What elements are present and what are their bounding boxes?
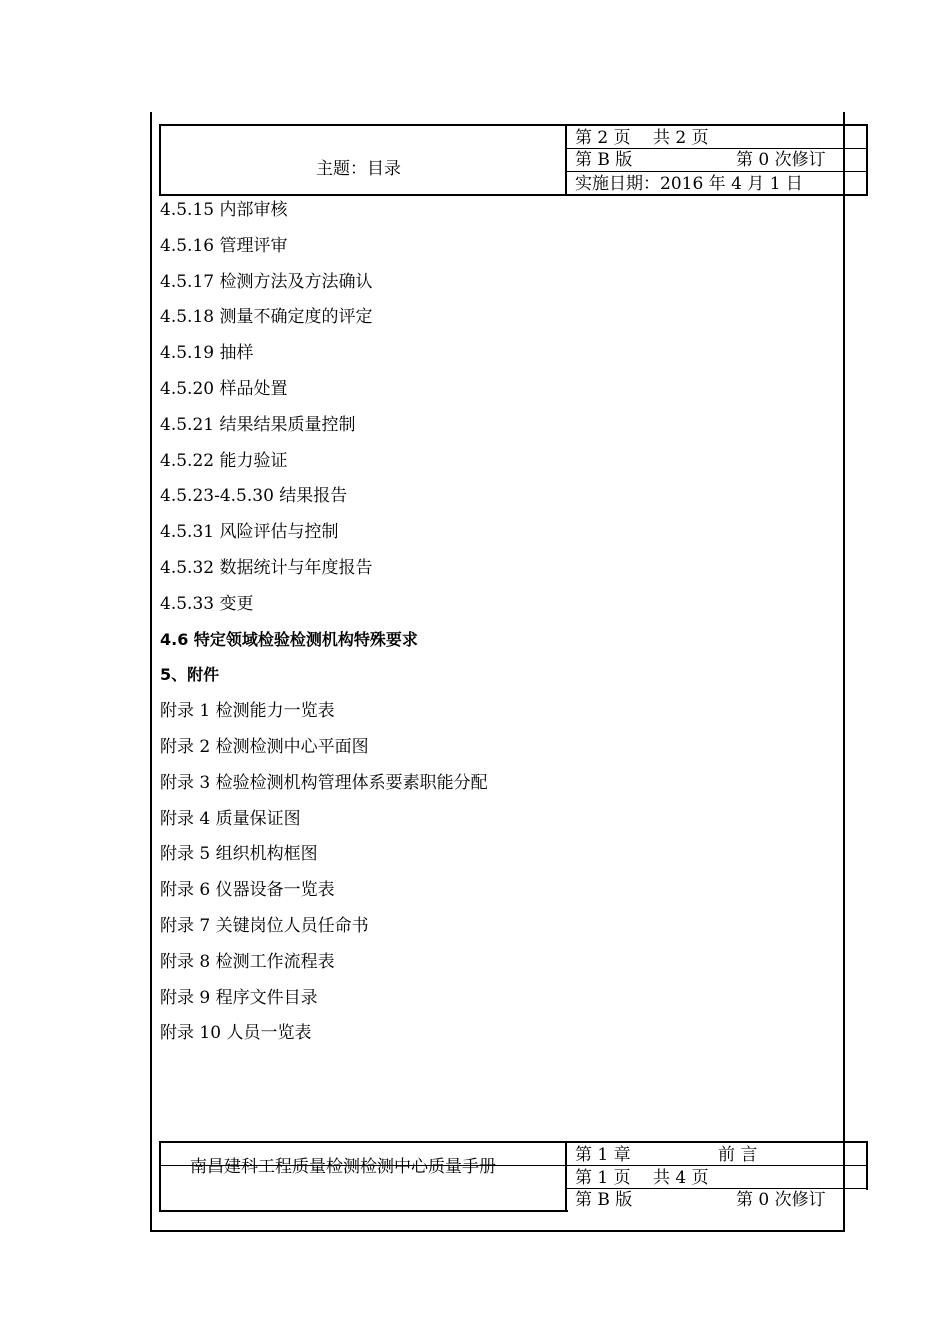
toc-item: 5、附件 xyxy=(160,665,220,685)
toc-item: 附录 10 人员一览表 xyxy=(160,1023,312,1044)
toc-item: 4.5.17 检测方法及方法确认 xyxy=(160,271,373,292)
toc-item: 4.5.22 能力验证 xyxy=(160,450,288,471)
toc-item: 附录 5 组织机构框图 xyxy=(160,844,318,865)
toc-item: 附录 2 检测检测中心平面图 xyxy=(160,736,369,757)
toc-item: 附录 1 检测能力一览表 xyxy=(160,701,335,722)
header-revision: 第 0 次修订 xyxy=(736,150,826,170)
toc-item: 4.5.18 测量不确定度的评定 xyxy=(160,307,373,328)
toc-item: 4.5.32 数据统计与年度报告 xyxy=(160,557,373,578)
toc-item: 4.5.21 结果结果质量控制 xyxy=(160,414,356,435)
toc-item: 附录 9 程序文件目录 xyxy=(160,987,318,1008)
toc-item: 4.6 特定领域检验检测机构特殊要求 xyxy=(160,629,418,649)
toc-item: 4.5.20 样品处置 xyxy=(160,378,288,399)
footer-revision: 第 0 次修订 xyxy=(736,1190,826,1210)
toc-item: 附录 8 检测工作流程表 xyxy=(160,951,335,972)
toc-list xyxy=(160,199,488,1058)
page-frame-left xyxy=(150,112,152,1232)
toc-item: 4.5.33 变更 xyxy=(160,593,254,614)
toc-item: 附录 3 检验检测机构管理体系要素职能分配 xyxy=(160,772,488,793)
toc-item: 4.5.15 内部审核 xyxy=(160,200,288,220)
toc-item: 4.5.16 管理评审 xyxy=(160,235,288,256)
header-page-info: 第 2 页 共 2 页 xyxy=(575,128,709,148)
toc-item: 附录 7 关键岗位人员任命书 xyxy=(160,915,369,936)
footer-chapter-name: 前 言 xyxy=(718,1145,758,1165)
footer-chapter: 第 1 章 xyxy=(575,1145,631,1165)
toc-item: 4.5.19 抽样 xyxy=(160,343,254,364)
header-title: 主题：目录 xyxy=(316,159,401,179)
footer-title: 南昌建科工程质量检测检测中心质量手册 xyxy=(190,1157,496,1177)
footer-edition: 第 B 版 xyxy=(575,1190,633,1210)
footer-page-info: 第 1 页 共 4 页 xyxy=(575,1168,709,1188)
page-frame-right xyxy=(843,112,845,1232)
header-edition: 第 B 版 xyxy=(575,150,633,170)
page-frame-bottom xyxy=(150,1230,845,1232)
header-date: 实施日期：2016 年 4 月 1 日 xyxy=(575,174,803,194)
toc-item: 4.5.23-4.5.30 结果报告 xyxy=(160,486,348,507)
toc-item: 附录 4 质量保证图 xyxy=(160,808,301,829)
toc-item: 4.5.31 风险评估与控制 xyxy=(160,522,339,543)
toc-item: 附录 6 仪器设备一览表 xyxy=(160,880,335,901)
